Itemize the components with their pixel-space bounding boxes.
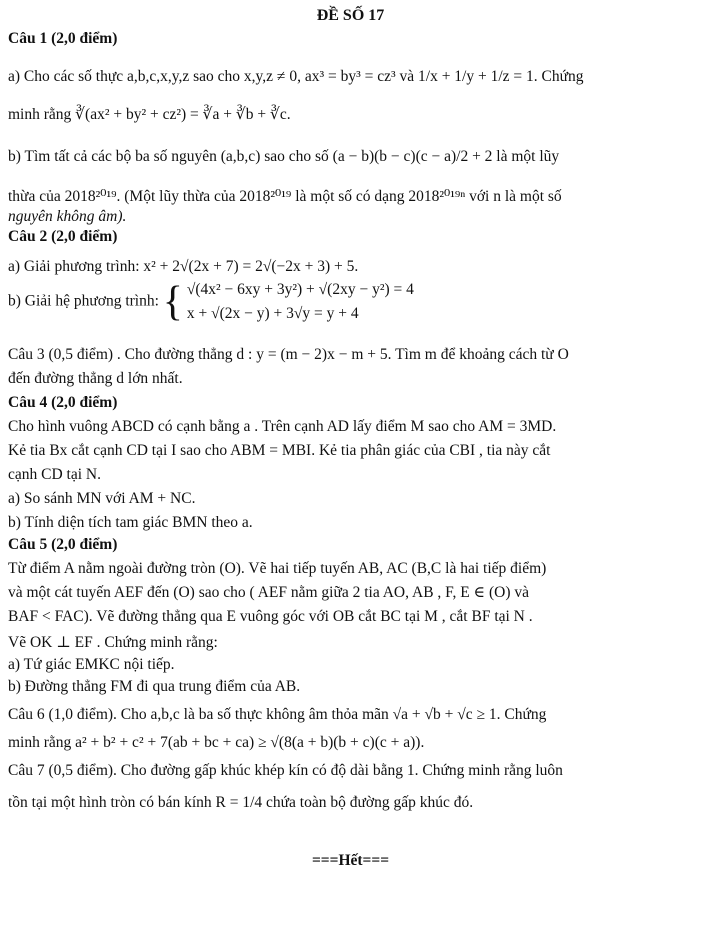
q6-line1: Câu 6 (1,0 điểm). Cho a,b,c là ba số thực không âm thỏa mãn √a + √b + √c ≥ 1. Chứng [8,706,547,723]
q5-a: a) Tứ giác EMKC nội tiếp. [8,656,175,673]
system-brace: { [162,279,183,326]
q5-line4: Vẽ OK ⊥ EF . Chứng minh rằng: [8,634,218,651]
page-title: ĐỀ SỐ 17 [316,7,385,24]
equation-system [187,278,414,326]
q5-line3: BAF < FAC). Vẽ đường thẳng qua E vuông góc với OB cắt BC tại M , cắt BF tại N . [8,608,533,625]
q6-line2: minh rằng a² + b² + c² + 7(ab + bc + ca) ≥ √(8(a + b)(b + c)(c + a)). [8,734,425,751]
q4-heading: Câu 4 (2,0 điểm) [8,394,118,411]
end-marker: ===Hết=== [311,852,390,869]
q1-b-line3: nguyên không âm). [8,208,127,225]
q1-a-line1: a) Cho các số thực a,b,c,x,y,z sao cho x,y,z ≠ 0, ax³ = by³ = cz³ và 1/x + 1/y + 1/z = 1. Chứng [8,68,584,85]
q4-line1: Cho hình vuông ABCD có cạnh bằng a . Trên cạnh AD lấy điểm M sao cho AM = 3MD. [8,418,557,435]
q7-line2: tồn tại một hình tròn có bán kính R = 1/4 chứa toàn bộ đường gấp khúc đó. [8,794,474,811]
q3-line2: đến đường thẳng d lớn nhất. [8,370,183,387]
q2-b [8,278,414,326]
q2-heading: Câu 2 (2,0 điểm) [8,228,118,245]
q4-line2: Kẻ tia Bx cắt cạnh CD tại I sao cho ABM = MBI. Kẻ tia phân giác của CBI , tia này cắt [8,442,551,459]
q7-line1: Câu 7 (0,5 điểm). Cho đường gấp khúc khép kín có độ dài bằng 1. Chứng minh rằng luôn [8,762,563,779]
q4-line3: cạnh CD tại N. [8,466,101,483]
q2-a: a) Giải phương trình: x² + 2√(2x + 7) = 2√(−2x + 3) + 5. [8,258,359,275]
q5-line1: Từ điểm A nằm ngoài đường tròn (O). Vẽ hai tiếp tuyến AB, AC (B,C là hai tiếp điểm) [8,560,547,577]
q4-a: a) So sánh MN với AM + NC. [8,490,196,507]
q2-b-label: b) Giải hệ phương trình: [8,292,159,310]
q2-b-eq1: √(4x² − 6xy + 3y²) + √(2xy − y²) = 4 [186,281,414,298]
q1-b-line1: b) Tìm tất cả các bộ ba số nguyên (a,b,c) sao cho số (a − b)(b − c)(c − a)/2 + 2 là một lũy [8,148,560,165]
q5-line2: và một cát tuyến AEF đến (O) sao cho ( AEF nằm giữa 2 tia AO, AB , F, E ∈ (O) và [8,584,530,601]
q4-b: b) Tính diện tích tam giác BMN theo a. [8,514,253,531]
q1-heading: Câu 1 (2,0 điểm) [8,30,118,47]
q5-b: b) Đường thẳng FM đi qua trung điểm của AB. [8,678,301,695]
q1-a-line2: minh rằng ∛(ax² + by² + cz²) = ∛a + ∛b + ∛c. [8,106,291,123]
q2-b-eq2: x + √(2x − y) + 3√y = y + 4 [186,305,359,323]
q3-line1: Câu 3 (0,5 điểm) . Cho đường thẳng d : y = (m − 2)x − m + 5. Tìm m để khoảng cách từ O [8,346,569,363]
q5-heading: Câu 5 (2,0 điểm) [8,536,118,553]
q1-b-line2: thừa của 2018²⁰¹⁹. (Một lũy thừa của 2018²⁰¹⁹ là một số có dạng 2018²⁰¹⁹ⁿ với n là một số [8,188,562,205]
